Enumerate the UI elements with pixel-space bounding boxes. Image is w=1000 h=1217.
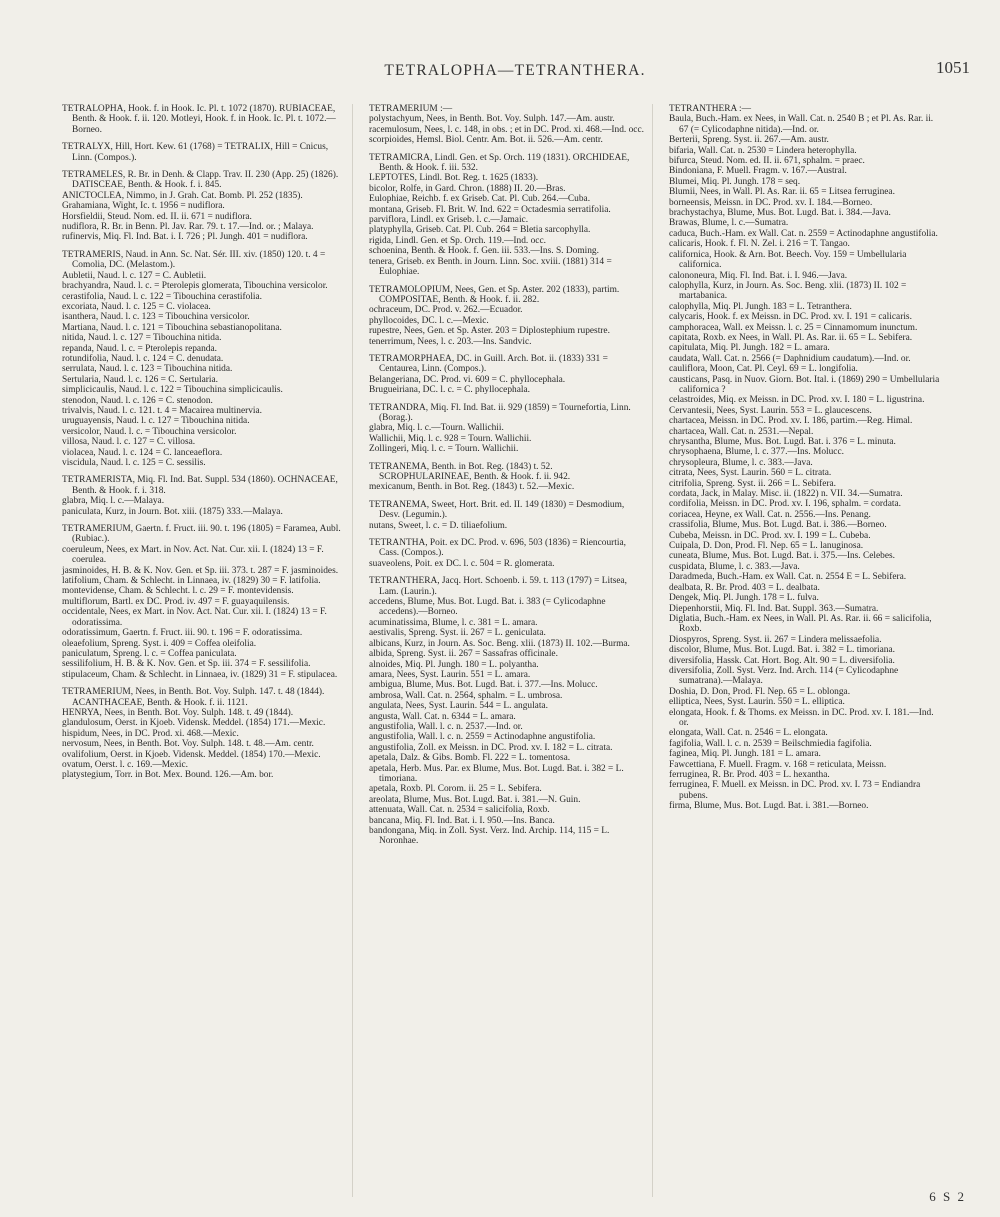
entry-species-line: Bindoniana, F. Muell. Fragm. v. 167.—Austral. (669, 166, 847, 177)
entry-species-line: repanda, Naud. l. c. = Pterolepis repanda. (62, 343, 217, 354)
entry-species-line: ferruginea, F. Muell. ex Meissn. in DC. Prod. xv. I. 73 = Endiandra pubens. (669, 780, 921, 801)
entry-species-line: uruguayensis, Naud. l. c. 127 = Tibouchina nitida. (62, 416, 250, 427)
entry-species-line: bifurca, Steud. Nom. ed. II. ii. 671, sphalm. = praec. (669, 156, 865, 167)
entry-species-line: coriacea, Heyne, ex Wall. Cat. n. 2556.—Ins. Penang. (669, 509, 871, 520)
entry-species-line: rigida, Lindl. Gen. et Sp. Orch. 119.—Ind. occ. (369, 235, 546, 246)
entry-species-line: accedens, Blume, Mus. Bot. Lugd. Bat. i. 383 (= Cylicodaphne accedens).—Borneo. (369, 597, 606, 618)
entry-species-line: stenodon, Naud. l. c. 126 = C. stenodon. (62, 395, 213, 406)
entry-species-line: californica, Hook. & Arn. Bot. Beech. Voy. 159 = Umbellularia californica. (669, 249, 907, 271)
dictionary-entry (359, 153, 644, 278)
entry-species-line: montevidense, Cham. & Schlecht. l. c. 29 = F. montevidensis. (62, 586, 294, 597)
entry-species-line: Martiana, Naud. l. c. 121 = Tibouchina sebastianopolitana. (62, 322, 282, 333)
entry-species-line: tenerrimum, Nees, l. c. 203.—Ins. Sandvic. (369, 336, 532, 347)
entry-species-line: Horsfieldii, Steud. Nom. ed. II. ii. 671 = nudiflora. (62, 211, 252, 222)
entry-species-line: trivalvis, Naud. l. c. 121. t. 4 = Macairea multinervia. (62, 405, 263, 416)
entry-species-line: multiflorum, Bartl. ex DC. Prod. iv. 497 = F. guayaquilensis. (62, 596, 290, 607)
entry-heading-line: TETRALOPHA, Hook. f. in Hook. Ic. Pl. t. 1072 (1870). RUBIACEAE, Benth. & Hook. f. ii. 120. Motleyi, Hook. f. in Hook. Ic. Pl. t. 1072.—Borneo. (62, 104, 336, 135)
entry-heading-line: TETRAMERISTA, Miq. Fl. Ind. Bat. Suppl. 534 (1860). OCHNACEAE, Benth. & Hook. f. i. 318. (62, 475, 338, 496)
entry-species-line: bancana, Miq. Fl. Ind. Bat. i. I. 950.—Ins. Banca. (369, 815, 555, 826)
entry-species-line: serrulata, Naud. l. c. 123 = Tibouchina nitida. (62, 364, 233, 375)
entry-species-line: angulata, Nees, Syst. Laurin. 544 = L. angulata. (369, 701, 548, 712)
entry-species-line: ochraceum, DC. Prod. v. 262.—Ecuador. (369, 305, 523, 316)
entry-species-line: crassifolia, Blume, Mus. Bot. Lugd. Bat. i. 386.—Borneo. (669, 520, 887, 531)
dictionary-entry (52, 104, 344, 135)
entry-species-line: isanthera, Naud. l. c. 123 = Tibouchina versicolor. (62, 312, 250, 323)
entry-species-line: fagifolia, Wall. l. c. n. 2539 = Beilschmiedia fagifolia. (669, 738, 872, 749)
entry-species-line: Diepenhorstii, Miq. Fl. Ind. Bat. Suppl. 363.—Sumatra. (669, 603, 879, 614)
entry-species-line: nitida, Naud. l. c. 127 = Tibouchina nitida. (62, 333, 222, 344)
entry-species-line: suaveolens, Poit. ex DC. l. c. 504 = R. glomerata. (369, 558, 555, 569)
entry-species-line: firma, Blume, Mus. Bot. Lugd. Bat. i. 381.—Borneo. (669, 801, 869, 812)
entry-species-line: diversifolia, Hassk. Cat. Hort. Bog. Alt. 90 = L. diversifolia. (669, 655, 895, 666)
entry-species-line: Baula, Buch.-Ham. ex Nees, in Wall. Cat. n. 2540 B ; et Pl. As. Rar. ii. 67 (= Cylicodaphne nitida).—Ind. or. (669, 114, 934, 135)
entry-species-line: excoriata, Naud. l. c. 125 = C. violacea. (62, 301, 211, 312)
entry-species-line: borneensis, Meissn. in DC. Prod. xv. I. 184.—Borneo. (669, 197, 873, 208)
entry-species-line: tenera, Griseb. ex Benth. in Journ. Linn. Soc. xviii. (1881) 314 = Eulophiae. (369, 256, 612, 278)
entry-species-line: areolata, Blume, Mus. Bot. Lugd. Bat. i. 381.—N. Guin. (369, 794, 581, 805)
entry-species-line: Berterii, Spreng. Syst. ii. 267.—Am. austr. (669, 135, 829, 146)
entry-species-line: apetala, Dalz. & Gibs. Bomb. Fl. 222 = L. tomentosa. (369, 753, 571, 764)
entry-species-line: Zollingeri, Miq. l. c. = Tourn. Wallichii. (369, 444, 519, 455)
entry-species-line: coeruleum, Nees, ex Mart. in Nov. Act. Nat. Cur. xii. I. (1824) 13 = F. coerulea. (62, 544, 324, 566)
entry-heading-line: TETRAMELES, R. Br. in Denh. & Clapp. Trav. II. 230 (App. 25) (1826). DATISCEAE, Benth. & Hook. f. i. 845. (62, 170, 339, 191)
entry-species-line: scorpioides, Hemsl. Biol. Centr. Am. Bot. ii. 526.—Am. centr. (369, 135, 603, 146)
entry-species-line: rotundifolia, Naud. l. c. 124 = C. denudata. (62, 353, 224, 364)
entry-species-line: citrata, Nees, Syst. Laurin. 560 = L. citrata. (669, 468, 832, 479)
dictionary-entry (359, 500, 644, 531)
entry-species-line: cordifolia, Meissn. in DC. Prod. xv. I. 196, sphalm. = cordata. (669, 499, 901, 510)
entry-species-line: acuminatissima, Blume, l. c. 381 = L. amara. (369, 617, 538, 628)
entry-species-line: nervosum, Nees, in Benth. Bot. Voy. Sulph. 148. t. 48.—Am. centr. (62, 739, 314, 750)
entry-species-line: occidentale, Nees, ex Mart. in Nov. Act. Nat. Cur. xii. I. (1824) 13 = F. odoratissima. (62, 607, 327, 628)
entry-species-line: versicolor, Naud. l. c. = Tibouchina versicolor. (62, 426, 237, 437)
entry-species-line: aestivalis, Spreng. Syst. ii. 267 = L. geniculata. (369, 628, 546, 639)
dictionary-entry (359, 104, 644, 146)
columns (52, 104, 978, 1197)
entry-heading-line: TETRANTHA, Poit. ex DC. Prod. v. 696, 503 (1836) = Riencourtia, Cass. (Compos.). (369, 538, 626, 559)
entry-species-line: parviflora, Lindl. ex Griseb. l. c.—Jamaic. (369, 215, 529, 226)
entry-species-line: oleaefolium, Spreng. Syst. i. 409 = Coffea oleifolia. (62, 638, 257, 649)
entry-species-line: bandongana, Miq. in Zoll. Syst. Verz. Ind. Archip. 114, 115 = L. Noronhae. (369, 826, 610, 847)
entry-species-line: Cervantesii, Nees, Syst. Laurin. 553 = L. glaucescens. (669, 405, 872, 416)
entry-heading-line: TETRAMOLOPIUM, Nees, Gen. et Sp. Aster. 202 (1833), partim. COMPOSITAE, Benth. & Hook. f. ii. 282. (369, 284, 620, 305)
entry-species-line: chrysophaena, Blume, l. c. 377.—Ins. Molucc. (669, 447, 844, 458)
dictionary-entry (359, 354, 644, 396)
entry-heading-line: TETRAMICRA, Lindl. Gen. et Sp. Orch. 119 (1831). ORCHIDEAE, Benth. & Hook. f. iii. 532. (369, 152, 630, 174)
dictionary-entry (52, 142, 344, 163)
entry-species-line: ovalifolium, Oerst. in Kjoeb. Vidensk. Meddel. (1854) 170.—Mexic. (62, 749, 321, 760)
entry-species-line: polystachyum, Nees, in Benth. Bot. Voy. Sulph. 147.—Am. austr. (369, 114, 615, 125)
entry-species-line: Diospyros, Spreng. Syst. ii. 267 = Lindera melissaefolia. (669, 634, 882, 645)
entry-species-line: Blumei, Miq. Pl. Jungh. 178 = seq. (669, 176, 801, 187)
entry-species-line: cerastifolia, Naud. l. c. 122 = Tibouchina cerastifolia. (62, 291, 263, 302)
entry-heading-line: TETRANEMA, Sweet, Hort. Brit. ed. II. 149 (1830) = Desmodium, Desv. (Legumin.). (369, 499, 625, 521)
entry-species-line: platyphylla, Griseb. Cat. Pl. Cub. 264 = Bletia sarcophylla. (369, 225, 591, 236)
entry-species-line: ambrosa, Wall. Cat. n. 2564, sphalm. = L. umbrosa. (369, 690, 563, 701)
dictionary-entry (52, 170, 344, 243)
entry-species-line: caudata, Wall. Cat. n. 2566 (= Daphnidium caudatum).—Ind. or. (669, 353, 911, 364)
column-middle (352, 104, 644, 1197)
entry-species-line: latifolium, Cham. & Schlecht. in Linnaea, iv. (1829) 30 = F. latifolia. (62, 576, 321, 587)
entry-species-line: angustifolia, Zoll. ex Meissn. in DC. Prod. xv. I. 182 = L. citrata. (369, 742, 613, 753)
entry-species-line: brachyandra, Naud. l. c. = Pterolepis glomerata, Tibouchina versicolor. (62, 281, 328, 292)
entry-species-line: angusta, Wall. Cat. n. 6344 = L. amara. (369, 711, 516, 722)
signature-mark: 6 S 2 (929, 1189, 966, 1204)
dictionary-entry (359, 538, 644, 569)
entry-species-line: nutans, Sweet, l. c. = D. tiliaefolium. (369, 520, 508, 531)
entry-species-line: elliptica, Nees, Syst. Laurin. 550 = L. elliptica. (669, 697, 845, 708)
entry-species-line: dealbata, R. Br. Prod. 403 = L. dealbata. (669, 582, 820, 593)
dictionary-entry (659, 104, 944, 812)
entry-species-line: Wallichii, Miq. l. c. 928 = Tourn. Wallichii. (369, 433, 532, 444)
dictionary-entry (52, 687, 344, 781)
entry-heading-line: TETRAMORPHAEA, DC. in Guill. Arch. Bot. ii. (1833) 331 = Centaurea, Linn. (Compos.). (369, 353, 608, 375)
entry-species-line: Diglatia, Buch.-Ham. ex Nees, in Wall. Pl. As. Rar. ii. 66 = salicifolia, Roxb. (669, 613, 932, 635)
entry-species-line: faginea, Miq. Pl. Jungh. 181 = L. amara. (669, 749, 821, 760)
entry-species-line: glabra, Miq. l. c.—Malaya. (62, 496, 165, 507)
entry-species-line: stipulaceum, Cham. & Schlecht. in Linnaea, iv. (1829) 31 = F. stipulacea. (62, 669, 338, 680)
entry-species-line: albicans, Kurz, in Journ. As. Soc. Beng. xlii. (1873) II. 102.—Burma. (369, 638, 630, 649)
entry-species-line: nudiflora, R. Br. in Benn. Pl. Jav. Rar. 79. t. 17.—Ind. or. ; Malaya. (62, 222, 314, 233)
entry-species-line: schoenina, Benth. & Hook. f. Gen. iii. 533.—Ins. S. Doming. (369, 246, 599, 257)
entry-heading-line: TETRAMERIUM, Nees, in Benth. Bot. Voy. Sulph. 147. t. 48 (1844). ACANTHACEAE, Benth. & Hook. f. ii. 1121. (62, 687, 325, 708)
entry-species-line: attenuata, Wall. Cat. n. 2534 = salicifolia, Roxb. (369, 805, 550, 816)
entry-heading-line: TETRAMERIUM, Gaertn. f. Fruct. iii. 90. t. 196 (1805) = Faramea, Aubl. (Rubiac.). (62, 524, 341, 545)
entry-species-line: Blumii, Nees, in Wall. Pl. As. Rar. ii. 65 = Litsea ferruginea. (669, 187, 895, 198)
entry-species-line: elongata, Wall. Cat. n. 2546 = L. elongata. (669, 728, 828, 739)
entry-species-line: amara, Nees, Syst. Laurin. 551 = L. amara. (369, 669, 531, 680)
entry-species-line: ferruginea, R. Br. Prod. 403 = L. hexantha. (669, 770, 830, 780)
running-head: TETRALOPHA—TETRANTHERA. (384, 62, 646, 79)
entry-species-line: Grahamiana, Wight, Ic. t. 1956 = nudiflora. (62, 201, 225, 212)
entry-heading-line: TETRANDRA, Miq. Fl. Ind. Bat. ii. 929 (1859) = Tournefortia, Linn. (Borag.). (369, 402, 631, 423)
dictionary-entry (52, 250, 344, 469)
entry-species-line: Brugueiriana, DC. l. c. = C. phyllocephala. (369, 385, 530, 396)
entry-species-line: montana, Griseb. Fl. Brit. W. Ind. 622 = Octadesmia serratifolia. (369, 204, 611, 215)
dictionary-entry (359, 403, 644, 455)
page-number: 1051 (936, 58, 970, 77)
entry-species-line: glandulosum, Oerst. in Kjoeb. Vidensk. Meddel. (1854) 171.—Mexic. (62, 718, 326, 729)
entry-species-line: bicolor, Rolfe, in Gard. Chron. (1888) II. 20.—Bras. (369, 183, 566, 194)
entry-species-line: Cuipala, D. Don, Prod. Fl. Nep. 65 = L. lanuginosa. (669, 541, 864, 552)
entry-species-line: platystegium, Torr. in Bot. Mex. Bound. 126.—Am. bor. (62, 770, 274, 781)
entry-heading-line: TETRANTHERA :— (669, 104, 752, 114)
entry-species-line: citrifolia, Spreng. Syst. ii. 266 = L. Sebifera. (669, 478, 836, 489)
entry-species-line: rupestre, Nees, Gen. et Sp. Aster. 203 = Diplostephium rupestre. (369, 326, 610, 337)
entry-species-line: LEPTOTES, Lindl. Bot. Reg. t. 1625 (1833). (369, 173, 539, 184)
entry-species-line: Dengek, Miq. Pl. Jungh. 178 = L. fulva. (669, 593, 819, 604)
entry-heading-line: TETRAMERIUM :— (369, 104, 453, 114)
entry-species-line: Sertularia, Naud. l. c. 126 = C. Sertularia. (62, 374, 219, 385)
entry-species-line: caduca, Buch.-Ham. ex Wall. Cat. n. 2559 = Actinodaphne angustifolia. (669, 228, 938, 239)
entry-species-line: discolor, Blume, Mus. Bot. Lugd. Bat. i. 382 = L. timoriana. (669, 645, 895, 656)
entry-species-line: Daradmeda, Buch.-Ham. ex Wall. Cat. n. 2554 E = L. Sebifera. (669, 572, 907, 583)
entry-species-line: chartacea, Wall. Cat. n. 2531.—Nepal. (669, 426, 814, 437)
entry-heading-line: TETRANEMA, Benth. in Bot. Reg. (1843) t. 52. SCROPHULARINEAE, Benth. & Hook. f. ii. 942. (369, 461, 571, 482)
entry-species-line: mexicanum, Benth. in Bot. Reg. (1843) t. 52.—Mexic. (369, 482, 575, 493)
entry-species-line: celastroides, Miq. ex Meissn. in DC. Prod. xv. I. 180 = L. ligustrina. (669, 395, 925, 406)
entry-species-line: bifaria, Wall. Cat. n. 2530 = Lindera heterophylla. (669, 145, 857, 156)
entry-species-line: jasminoides, H. B. & K. Nov. Gen. et Sp. iii. 373. t. 287 = F. jasminoides. (62, 565, 339, 576)
entry-species-line: ovatum, Oerst. l. c. 169.—Mexic. (62, 759, 189, 770)
entry-species-line: chrysopleura, Blume, l. c. 383.—Java. (669, 457, 813, 468)
entry-species-line: capitulata, Miq. Pl. Jungh. 182 = L. amara. (669, 343, 830, 354)
entry-species-line: cuspidata, Blume, l. c. 383.—Java. (669, 561, 800, 572)
entry-species-line: violacea, Naud. l. c. 124 = C. lanceaeflora. (62, 447, 223, 458)
entry-heading-line: TETRALYX, Hill, Hort. Kew. 61 (1768) = TETRALIX, Hill = Cnicus, Linn. (Compos.). (62, 142, 329, 163)
entry-species-line: angustifolia, Wall. l. c. n. 2559 = Actinodaphne angustifolia. (369, 732, 596, 743)
dictionary-entry (359, 462, 644, 493)
entry-species-line: villosa, Naud. l. c. 127 = C. villosa. (62, 437, 196, 448)
entry-species-line: viscidula, Naud. l. c. 125 = C. sessilis. (62, 458, 206, 468)
entry-species-line: Eulophiae, Reichb. f. ex Griseb. Cat. Pl. Cub. 264.—Cuba. (369, 194, 591, 205)
entry-species-line: hispidum, Nees, in DC. Prod. xi. 468.—Mexic. (62, 728, 239, 739)
entry-species-line: calicaris, Hook. f. Fl. N. Zel. i. 216 = T. Tangao. (669, 239, 850, 250)
entry-species-line: alnoides, Miq. Pl. Jungh. 180 = L. polyantha. (369, 659, 539, 670)
entry-species-line: chartacea, Meissn. in DC. Prod. xv. I. 186, partim.—Reg. Himal. (669, 416, 913, 427)
entry-species-line: cuneata, Blume, Mus. Bot. Lugd. Bat. i. 375.—Ins. Celebes. (669, 551, 896, 562)
entry-species-line: paniculatum, Spreng. l. c. = Coffea paniculata. (62, 648, 237, 659)
entry-heading-line: TETRANTHERA, Jacq. Hort. Schoenb. i. 59. t. 113 (1797) = Litsea, Lam. (Laurin.). (369, 576, 628, 597)
entry-species-line: odoratissimum, Gaertn. f. Fruct. iii. 90. t. 196 = F. odoratissima. (62, 628, 303, 639)
entry-species-line: Belangeriana, DC. Prod. vi. 609 = C. phyllocephala. (369, 374, 566, 385)
entry-species-line: albida, Spreng. Syst. ii. 267 = Sassafras officinale. (369, 649, 558, 660)
entry-species-line: simplicicaulis, Naud. l. c. 122 = Tibouchina simplicicaulis. (62, 385, 283, 396)
dictionary-entry (52, 475, 344, 517)
entry-species-line: apetala, Herb. Mus. Par. ex Blume, Mus. Bot. Lugd. Bat. i. 382 = L. timoriana. (369, 763, 624, 784)
entry-species-line: ANICTOCLEA, Nimmo, in J. Grah. Cat. Bomb. Pl. 252 (1835). (62, 190, 303, 201)
column-left (52, 104, 344, 1197)
entry-heading-line: TETRAMERIS, Naud. in Ann. Sc. Nat. Sér. III. xiv. (1850) 120. t. 4 = Comolia, DC. (Melastom.). (62, 249, 326, 271)
entry-species-line: ambigua, Blume, Mus. Bot. Lugd. Bat. i. 377.—Ins. Molucc. (369, 680, 598, 691)
entry-species-line: phyllocoides, DC. l. c.—Mexic. (369, 315, 489, 326)
entry-species-line: rufinervis, Miq. Fl. Ind. Bat. i. I. 726 ; Pl. Jungh. 401 = nudiflora. (62, 232, 308, 243)
entry-species-line: calononeura, Miq. Fl. Ind. Bat. i. I. 946.—Java. (669, 270, 848, 281)
entry-species-line: Doshia, D. Don, Prod. Fl. Nep. 65 = L. oblonga. (669, 686, 851, 697)
dictionary-entry (359, 576, 644, 847)
entry-species-line: HENRYA, Nees, in Benth. Bot. Voy. Sulph. 148. t. 49 (1844). (62, 707, 294, 718)
entry-species-line: angustifolia, Wall. l. c. n. 2537.—Ind. or. (369, 721, 523, 732)
dictionary-entry (359, 285, 644, 347)
entry-species-line: brachystachya, Blume, Mus. Bot. Lugd. Bat. i. 384.—Java. (669, 208, 891, 219)
entry-species-line: racemulosum, Nees, l. c. 148, in obs. ; et in DC. Prod. xi. 468.—Ind. occ. (369, 124, 644, 135)
entry-species-line: apetala, Roxb. Pl. Corom. ii. 25 = L. Sebifera. (369, 784, 542, 795)
entry-species-line: glabra, Miq. l. c.—Tourn. Wallichii. (369, 423, 504, 434)
entry-species-line: diversifolia, Zoll. Syst. Verz. Ind. Arch. 114 (= Cylicodaphne sumatrana).—Malaya. (669, 665, 899, 687)
entry-species-line: elongata, Hook. f. & Thoms. ex Meissn. in DC. Prod. xv. I. 181.—Ind. or. (669, 707, 934, 728)
entry-species-line: Cubeba, Meissn. in DC. Prod. xv. I. 199 = L. Cubeba. (669, 530, 871, 541)
entry-species-line: causticans, Pasq. in Nuov. Giorn. Bot. Ital. i. (1869) 290 = Umbellularia californica ? (669, 374, 940, 395)
entry-species-line: Fawcettiana, F. Muell. Fragm. v. 168 = reticulata, Meissn. (669, 759, 887, 770)
dictionary-entry (52, 524, 344, 680)
entry-species-line: cordata, Jack, in Malay. Misc. ii. (1822) n. VII. 34.—Sumatra. (669, 489, 903, 500)
entry-species-line: paniculata, Kurz, in Journ. Bot. xiii. (1875) 333.—Malaya. (62, 506, 283, 517)
entry-species-line: Brawas, Blume, l. c.—Sumatra. (669, 218, 789, 229)
entry-species-line: calophylla, Miq. Pl. Jungh. 183 = L. Tetranthera. (669, 301, 852, 312)
entry-species-line: Aubletii, Naud. l. c. 127 = C. Aubletii. (62, 270, 207, 281)
entry-species-line: calophylla, Kurz, in Journ. As. Soc. Beng. xlii. (1873) II. 102 = martabanica. (669, 280, 907, 302)
entry-species-line: sessilifolium, H. B. & K. Nov. Gen. et Sp. iii. 374 = F. sessilifolia. (62, 659, 311, 670)
entry-species-line: cauliflora, Moon, Cat. Pl. Ceyl. 69 = L. longifolia. (669, 364, 858, 375)
entry-species-line: capitata, Roxb. ex Nees, in Wall. Pl. As. Rar. ii. 65 = L. Sebifera. (669, 332, 913, 343)
entry-species-line: camphoracea, Wall. ex Meissn. l. c. 25 = Cinnamomum inunctum. (669, 322, 918, 333)
entry-species-line: calycaris, Hook. f. ex Meissn. in DC. Prod. xv. I. 191 = calicaris. (669, 312, 912, 323)
entry-species-line: chrysantha, Blume, Mus. Bot. Lugd. Bat. i. 376 = L. minuta. (669, 437, 896, 447)
column-right (652, 104, 944, 1197)
